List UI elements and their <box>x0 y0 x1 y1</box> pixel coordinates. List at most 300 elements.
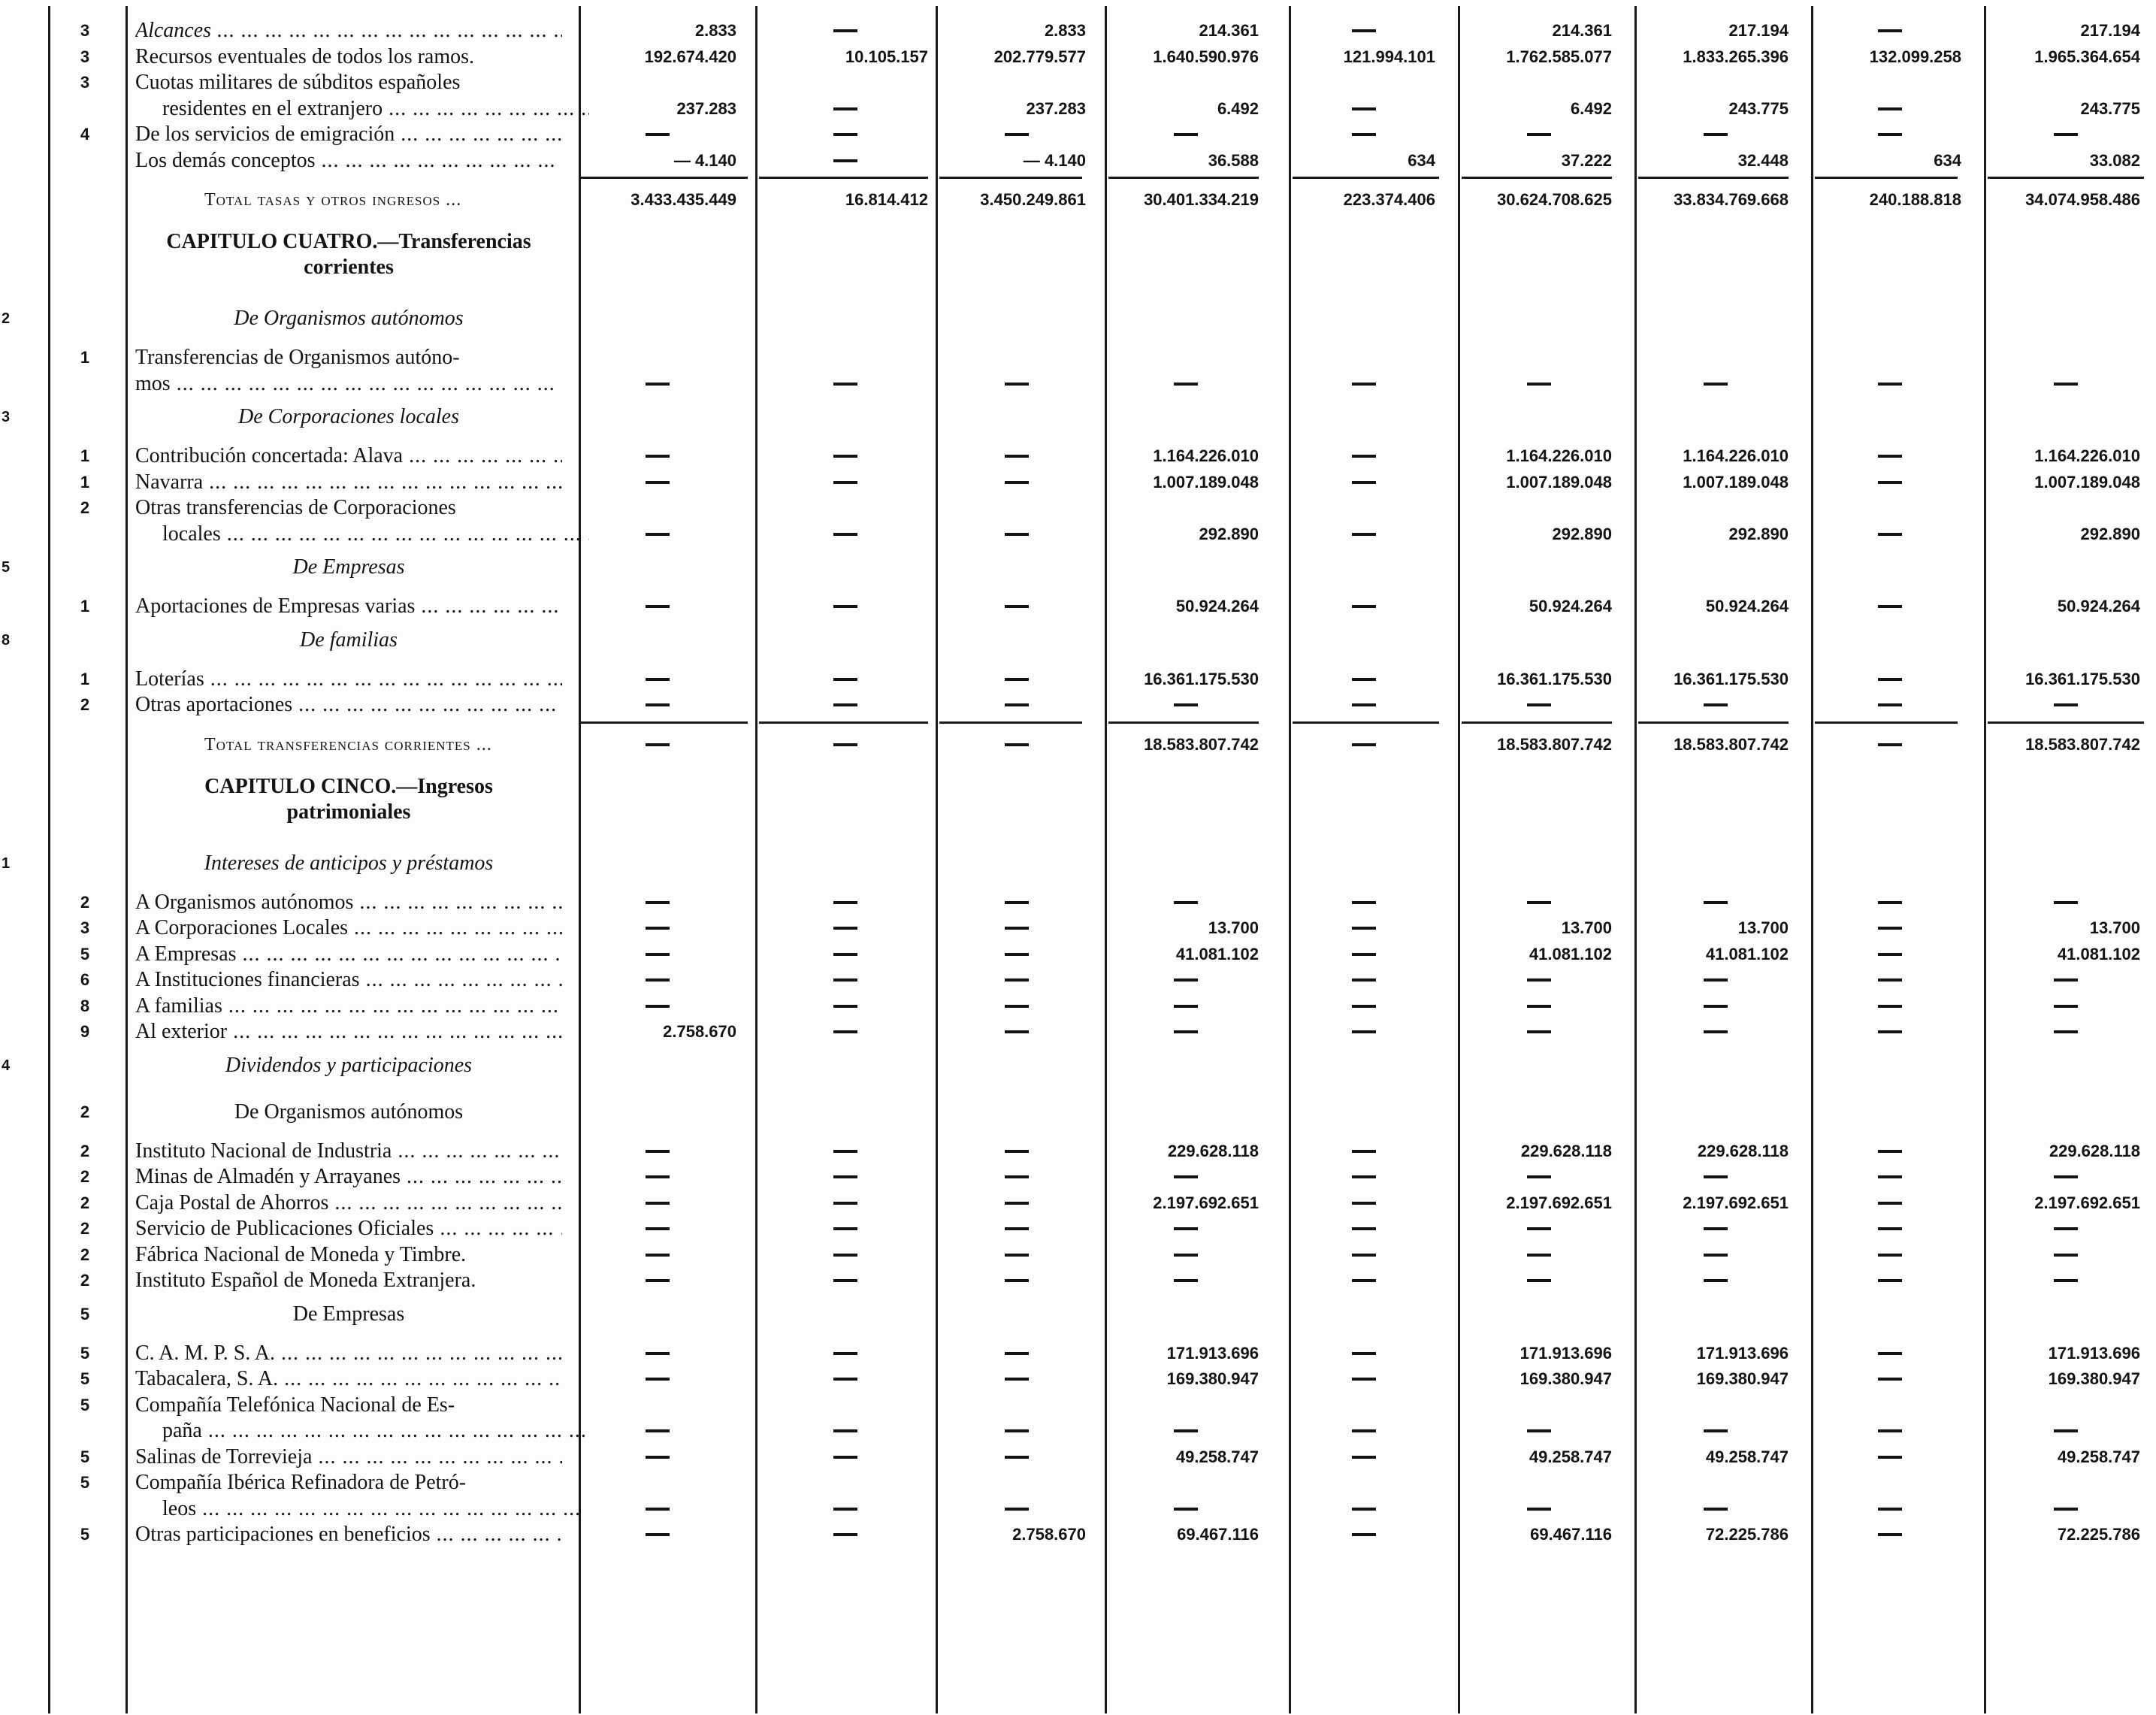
dash-mark <box>2054 1279 2078 1282</box>
dash-mark <box>2054 978 2078 982</box>
article-number: 2 <box>80 1193 90 1212</box>
empty-dash <box>579 967 736 993</box>
dash-mark <box>1352 1352 1376 1355</box>
amount-cell: 33.834.769.668 <box>1674 190 1789 209</box>
total-rule <box>759 721 928 724</box>
total-rule <box>759 177 928 179</box>
dash-mark <box>1704 978 1728 982</box>
empty-dash <box>579 594 736 619</box>
total-rule <box>1638 721 1789 724</box>
dash-mark <box>1352 1378 1376 1381</box>
empty-dash <box>1642 890 1789 915</box>
dash-mark <box>833 1202 857 1205</box>
amount-cell: 18.583.807.742 <box>1674 734 1789 754</box>
table-row <box>0 1444 2156 1470</box>
article-number: 2 <box>80 1141 90 1160</box>
dash-mark <box>1878 1429 1902 1432</box>
empty-dash <box>1819 967 1961 993</box>
amount-cell: 1.007.189.048 <box>1506 472 1612 492</box>
amount-cell: 49.258.747 <box>1529 1447 1612 1466</box>
empty-dash <box>1293 1268 1435 1293</box>
amount-cell: 50.924.264 <box>1175 597 1259 616</box>
dash-mark <box>833 901 857 904</box>
amount-cell: 169.380.947 <box>1519 1369 1612 1388</box>
empty-dash <box>1112 1019 1259 1045</box>
total-rule <box>1462 177 1612 179</box>
section-subheading: Dividendos y participaciones <box>225 1053 473 1077</box>
empty-dash <box>579 732 736 758</box>
amount-cell: 13.700 <box>1737 918 1789 937</box>
dash-mark <box>1005 1352 1029 1355</box>
amount-cell: 1.164.226.010 <box>1506 446 1612 465</box>
empty-dash <box>947 594 1086 619</box>
dash-mark <box>646 901 670 904</box>
amount-cell: 2.197.692.651 <box>1683 1193 1789 1212</box>
article-number: 5 <box>80 1447 90 1466</box>
empty-dash <box>1819 594 1961 619</box>
dash-mark <box>1005 1429 1029 1432</box>
table-row <box>0 890 2156 915</box>
dash-mark <box>1527 1175 1551 1178</box>
dash-mark <box>1704 703 1728 706</box>
amount-cell: 171.913.696 <box>1519 1343 1612 1363</box>
concept-label: mos ... . <box>135 371 562 397</box>
dash-mark <box>1704 1227 1728 1230</box>
amount-cell: 49.258.747 <box>2057 1447 2140 1466</box>
concept-label: A Corporaciones Locales ... . <box>135 915 562 941</box>
table-row <box>0 443 2156 469</box>
table-row <box>0 371 2156 397</box>
article-number: 6 <box>80 970 90 989</box>
empty-dash <box>947 1341 1086 1366</box>
empty-dash <box>763 1444 928 1470</box>
dash-mark <box>833 1456 857 1459</box>
amount-cell: 237.283 <box>676 98 736 118</box>
empty-dash <box>579 1496 736 1522</box>
empty-dash <box>947 942 1086 967</box>
dash-mark <box>1005 481 1029 484</box>
empty-dash <box>947 522 1086 547</box>
empty-dash <box>1991 371 2140 397</box>
dash-mark <box>1005 1378 1029 1381</box>
table-row <box>0 594 2156 619</box>
amount-cell: 1.007.189.048 <box>1683 472 1789 492</box>
amount-cell: 49.258.747 <box>1175 1447 1259 1466</box>
empty-dash <box>763 1341 928 1366</box>
total-rule <box>1462 721 1612 724</box>
empty-dash <box>579 371 736 397</box>
total-rule <box>1815 177 1958 179</box>
dash-mark <box>833 703 857 706</box>
empty-dash <box>579 1366 736 1392</box>
amount-cell: 229.628.118 <box>1697 1141 1789 1160</box>
total-rule <box>1108 721 1259 724</box>
article-number: 1 <box>80 669 90 688</box>
empty-dash <box>1819 371 1961 397</box>
dash-mark <box>1878 1175 1902 1178</box>
amount-cell: 30.401.334.219 <box>1144 190 1259 209</box>
empty-dash <box>1819 1341 1961 1366</box>
empty-dash <box>1293 96 1435 122</box>
concept-label: Tabacalera, S. A. ... . <box>135 1366 562 1392</box>
table-row <box>0 1418 2156 1444</box>
empty-dash <box>763 1216 928 1242</box>
dash-mark <box>646 1352 670 1355</box>
concept-label: Aportaciones de Empresas varias ... . <box>135 594 562 619</box>
concept-label: residentes en el extranjero ... . <box>135 96 589 122</box>
section-row <box>0 851 2156 876</box>
section-number: 8 <box>2 631 11 649</box>
empty-dash <box>763 667 928 692</box>
dash-mark <box>646 978 670 982</box>
empty-dash <box>763 1268 928 1293</box>
empty-dash <box>579 1139 736 1164</box>
amount-cell: 229.628.118 <box>2049 1141 2140 1160</box>
section-number: 2 <box>2 310 11 327</box>
chapter-heading: CAPITULO CINCO.—Ingresos <box>204 774 493 798</box>
dash-mark <box>1352 1456 1376 1459</box>
empty-dash <box>1819 667 1961 692</box>
table-row <box>0 692 2156 718</box>
empty-dash <box>947 1139 1086 1164</box>
amount-cell: 292.890 <box>1552 524 1612 543</box>
dash-mark <box>646 703 670 706</box>
dash-mark <box>1878 1005 1902 1008</box>
empty-dash <box>947 890 1086 915</box>
empty-dash <box>763 148 928 174</box>
dash-mark <box>1878 901 1902 904</box>
total-rule <box>939 721 1082 724</box>
dash-mark <box>646 133 670 136</box>
section-row <box>0 628 2156 653</box>
amount-cell: 292.890 <box>1728 524 1789 543</box>
empty-dash <box>763 890 928 915</box>
dash-mark <box>1352 1175 1376 1178</box>
dash-mark <box>833 107 857 110</box>
dash-mark <box>646 533 670 536</box>
empty-dash <box>763 122 928 147</box>
dash-mark <box>2054 1175 2078 1178</box>
dash-mark <box>1005 978 1029 982</box>
concept-label: leos ... . <box>135 1496 589 1522</box>
dash-mark <box>646 1533 670 1536</box>
section-subheading: De Corporaciones locales <box>238 405 459 428</box>
empty-dash <box>1112 1242 1259 1268</box>
dash-mark <box>1174 978 1198 982</box>
amount-cell: 1.164.226.010 <box>1683 446 1789 465</box>
empty-dash <box>1819 1139 1961 1164</box>
empty-dash <box>1991 1242 2140 1268</box>
empty-dash <box>763 1242 928 1268</box>
dash-mark <box>2054 383 2078 386</box>
dash-mark <box>833 159 857 162</box>
dash-mark <box>1174 1175 1198 1178</box>
amount-cell: 214.361 <box>1552 21 1612 40</box>
dash-mark <box>646 605 670 608</box>
article-number: 2 <box>80 1167 90 1186</box>
empty-dash <box>1991 122 2140 147</box>
article-number: 3 <box>80 47 90 66</box>
empty-dash <box>1642 1418 1789 1444</box>
empty-dash <box>763 1164 928 1190</box>
article-number: 1 <box>80 446 90 465</box>
amount-cell: 41.081.102 <box>2057 944 2140 963</box>
dash-mark <box>1005 743 1029 746</box>
dash-mark <box>1704 1030 1728 1033</box>
empty-dash <box>763 96 928 122</box>
amount-cell: 1.007.189.048 <box>2034 472 2140 492</box>
empty-dash <box>947 1444 1086 1470</box>
empty-dash <box>1293 1418 1435 1444</box>
dash-mark <box>1352 1202 1376 1205</box>
amount-cell: 169.380.947 <box>1166 1369 1259 1388</box>
dash-mark <box>1005 1202 1029 1205</box>
table-row <box>0 522 2156 547</box>
dash-mark <box>2054 703 2078 706</box>
empty-dash <box>1819 1444 1961 1470</box>
dash-mark <box>833 1227 857 1230</box>
total-rule <box>939 177 1082 179</box>
dash-mark <box>1005 1005 1029 1008</box>
amount-cell: 72.225.786 <box>2057 1525 2140 1544</box>
dash-mark <box>833 133 857 136</box>
concept-label: Cuotas militares de súbditos españoles <box>135 71 461 94</box>
amount-cell: 16.361.175.530 <box>1674 669 1789 688</box>
article-number: 1 <box>80 597 90 616</box>
empty-dash <box>1819 122 1961 147</box>
empty-dash <box>947 1190 1086 1216</box>
amount-cell: 217.194 <box>2080 21 2140 40</box>
amount-cell: 214.361 <box>1199 21 1259 40</box>
empty-dash <box>1293 1164 1435 1190</box>
empty-dash <box>1819 1496 1961 1522</box>
dash-mark <box>1174 133 1198 136</box>
empty-dash <box>1112 692 1259 718</box>
total-row <box>0 732 2156 758</box>
amount-cell: 240.188.818 <box>1869 190 1961 209</box>
concept-label: Navarra ... . <box>135 470 562 495</box>
dash-mark <box>1352 133 1376 136</box>
empty-dash <box>1465 1496 1612 1522</box>
amount-cell: 634 <box>1934 150 1961 170</box>
table-row <box>0 122 2156 147</box>
empty-dash <box>1642 122 1789 147</box>
empty-dash <box>1991 890 2140 915</box>
amount-cell: 32.448 <box>1737 150 1789 170</box>
dash-mark <box>1527 1429 1551 1432</box>
dash-mark <box>833 1378 857 1381</box>
empty-dash <box>1819 18 1961 44</box>
table-row <box>0 967 2156 993</box>
article-number: 5 <box>80 1369 90 1388</box>
article-number: 5 <box>80 1395 90 1414</box>
amount-cell: 2.833 <box>1044 21 1086 40</box>
dash-mark <box>646 1227 670 1230</box>
article-number: 5 <box>80 944 90 963</box>
empty-dash <box>579 443 736 469</box>
empty-dash <box>947 994 1086 1019</box>
dash-mark <box>646 1378 670 1381</box>
dash-mark <box>833 1254 857 1257</box>
dash-mark <box>1005 927 1029 930</box>
dash-mark <box>1878 383 1902 386</box>
empty-dash <box>1819 1190 1961 1216</box>
empty-dash <box>947 1366 1086 1392</box>
empty-dash <box>1293 122 1435 147</box>
empty-dash <box>1819 915 1961 941</box>
dash-mark <box>1878 533 1902 536</box>
empty-dash <box>1991 1164 2140 1190</box>
dash-mark <box>1527 133 1551 136</box>
dash-mark <box>833 1533 857 1536</box>
empty-dash <box>1819 1418 1961 1444</box>
empty-dash <box>1991 1019 2140 1045</box>
dash-mark <box>1174 1508 1198 1511</box>
empty-dash <box>1293 594 1435 619</box>
dash-mark <box>1005 455 1029 458</box>
dash-mark <box>1005 1175 1029 1178</box>
empty-dash <box>1642 1216 1789 1242</box>
concept-label: Instituto Español de Moneda Extranjera. <box>135 1269 476 1292</box>
article-number: 5 <box>80 1343 90 1363</box>
article-number: 2 <box>80 695 90 714</box>
dash-mark <box>1005 1150 1029 1153</box>
empty-dash <box>1991 1496 2140 1522</box>
chapter-heading: CAPITULO CUATRO.—Transferencias <box>166 230 531 253</box>
empty-dash <box>1465 1164 1612 1190</box>
dash-mark <box>2054 901 2078 904</box>
concept-label: Instituto Nacional de Industria ... . <box>135 1139 562 1164</box>
dash-mark <box>646 1254 670 1257</box>
dash-mark <box>1878 107 1902 110</box>
dash-mark <box>833 978 857 982</box>
dash-mark <box>1527 901 1551 904</box>
empty-dash <box>1293 942 1435 967</box>
concept-label: Compañía Telefónica Nacional de Es- <box>135 1393 455 1417</box>
empty-dash <box>1112 1496 1259 1522</box>
dash-mark <box>2054 1254 2078 1257</box>
empty-dash <box>1293 443 1435 469</box>
concept-label: A Empresas ... . <box>135 942 562 967</box>
empty-dash <box>1293 371 1435 397</box>
empty-dash <box>579 667 736 692</box>
amount-cell: 634 <box>1408 150 1435 170</box>
table-row <box>0 18 2156 44</box>
dash-mark <box>1352 978 1376 982</box>
amount-cell: 13.700 <box>2089 918 2140 937</box>
amount-cell: 229.628.118 <box>1520 1141 1612 1160</box>
empty-dash <box>579 1164 736 1190</box>
amount-cell: 1.007.189.048 <box>1153 472 1259 492</box>
dash-mark <box>1878 481 1902 484</box>
amount-cell: 2.197.692.651 <box>1153 1193 1259 1212</box>
article-number: 4 <box>80 125 90 144</box>
table-row <box>0 1242 2156 1268</box>
amount-cell: 16.361.175.530 <box>2025 669 2140 688</box>
dash-mark <box>1352 1030 1376 1033</box>
concept-label: locales ... . <box>135 522 589 547</box>
amount-cell: 2.833 <box>694 21 736 40</box>
dash-mark <box>646 1175 670 1178</box>
dash-mark <box>1005 1279 1029 1282</box>
empty-dash <box>1293 1139 1435 1164</box>
article-number: 2 <box>80 1271 90 1290</box>
table-row <box>0 345 2156 371</box>
empty-dash <box>1642 371 1789 397</box>
dash-mark <box>833 1429 857 1432</box>
empty-dash <box>1293 667 1435 692</box>
concept-label: De los servicios de emigración ... . <box>135 122 562 147</box>
empty-dash <box>1819 1366 1961 1392</box>
amount-cell: 41.081.102 <box>1529 944 1612 963</box>
concept-label: Compañía Ibérica Refinadora de Petró- <box>135 1471 467 1494</box>
table-row <box>0 1019 2156 1045</box>
empty-dash <box>1112 967 1259 993</box>
empty-dash <box>1293 1444 1435 1470</box>
empty-dash <box>579 1242 736 1268</box>
empty-dash <box>579 470 736 495</box>
table-row <box>0 1522 2156 1547</box>
concept-label: Recursos eventuales de todos los ramos. <box>135 44 475 68</box>
table-row <box>0 1393 2156 1418</box>
empty-dash <box>1819 1242 1961 1268</box>
dash-mark <box>1352 533 1376 536</box>
empty-dash <box>1293 1496 1435 1522</box>
empty-dash <box>1293 1522 1435 1547</box>
dash-mark <box>833 1030 857 1033</box>
dash-mark <box>646 1150 670 1153</box>
section-number: 5 <box>2 559 11 576</box>
total-rule <box>1108 177 1259 179</box>
empty-dash <box>947 1418 1086 1444</box>
dash-mark <box>646 678 670 681</box>
empty-dash <box>1465 122 1612 147</box>
concept-label: Otras aportaciones ... . <box>135 692 562 718</box>
empty-dash <box>763 994 928 1019</box>
dash-mark <box>1005 533 1029 536</box>
empty-dash <box>763 18 928 44</box>
dash-mark <box>646 383 670 386</box>
amount-cell: 169.380.947 <box>1696 1369 1789 1388</box>
dash-mark <box>833 481 857 484</box>
dash-mark <box>833 605 857 608</box>
empty-dash <box>1991 692 2140 718</box>
table-row <box>0 915 2156 941</box>
article-number: 2 <box>80 498 90 517</box>
empty-dash <box>1465 692 1612 718</box>
amount-cell: 1.640.590.976 <box>1153 47 1259 66</box>
dash-mark <box>1005 1508 1029 1511</box>
dash-mark <box>1704 1254 1728 1257</box>
dash-mark <box>1878 1030 1902 1033</box>
table-row <box>0 70 2156 95</box>
dash-mark <box>833 1352 857 1355</box>
empty-dash <box>763 1190 928 1216</box>
dash-mark <box>1527 1254 1551 1257</box>
amount-cell: 1.833.265.396 <box>1683 47 1789 66</box>
dash-mark <box>1174 1279 1198 1282</box>
article-number: 3 <box>80 918 90 937</box>
concept-label: Servicio de Publicaciones Oficiales ... . <box>135 1216 562 1242</box>
amount-cell: 18.583.807.742 <box>1497 734 1612 754</box>
amount-cell: 237.283 <box>1026 98 1086 118</box>
empty-dash <box>1991 1216 2140 1242</box>
empty-dash <box>763 732 928 758</box>
dash-mark <box>646 1202 670 1205</box>
empty-dash <box>1642 1019 1789 1045</box>
dash-mark <box>2054 1429 2078 1432</box>
empty-dash <box>579 1444 736 1470</box>
